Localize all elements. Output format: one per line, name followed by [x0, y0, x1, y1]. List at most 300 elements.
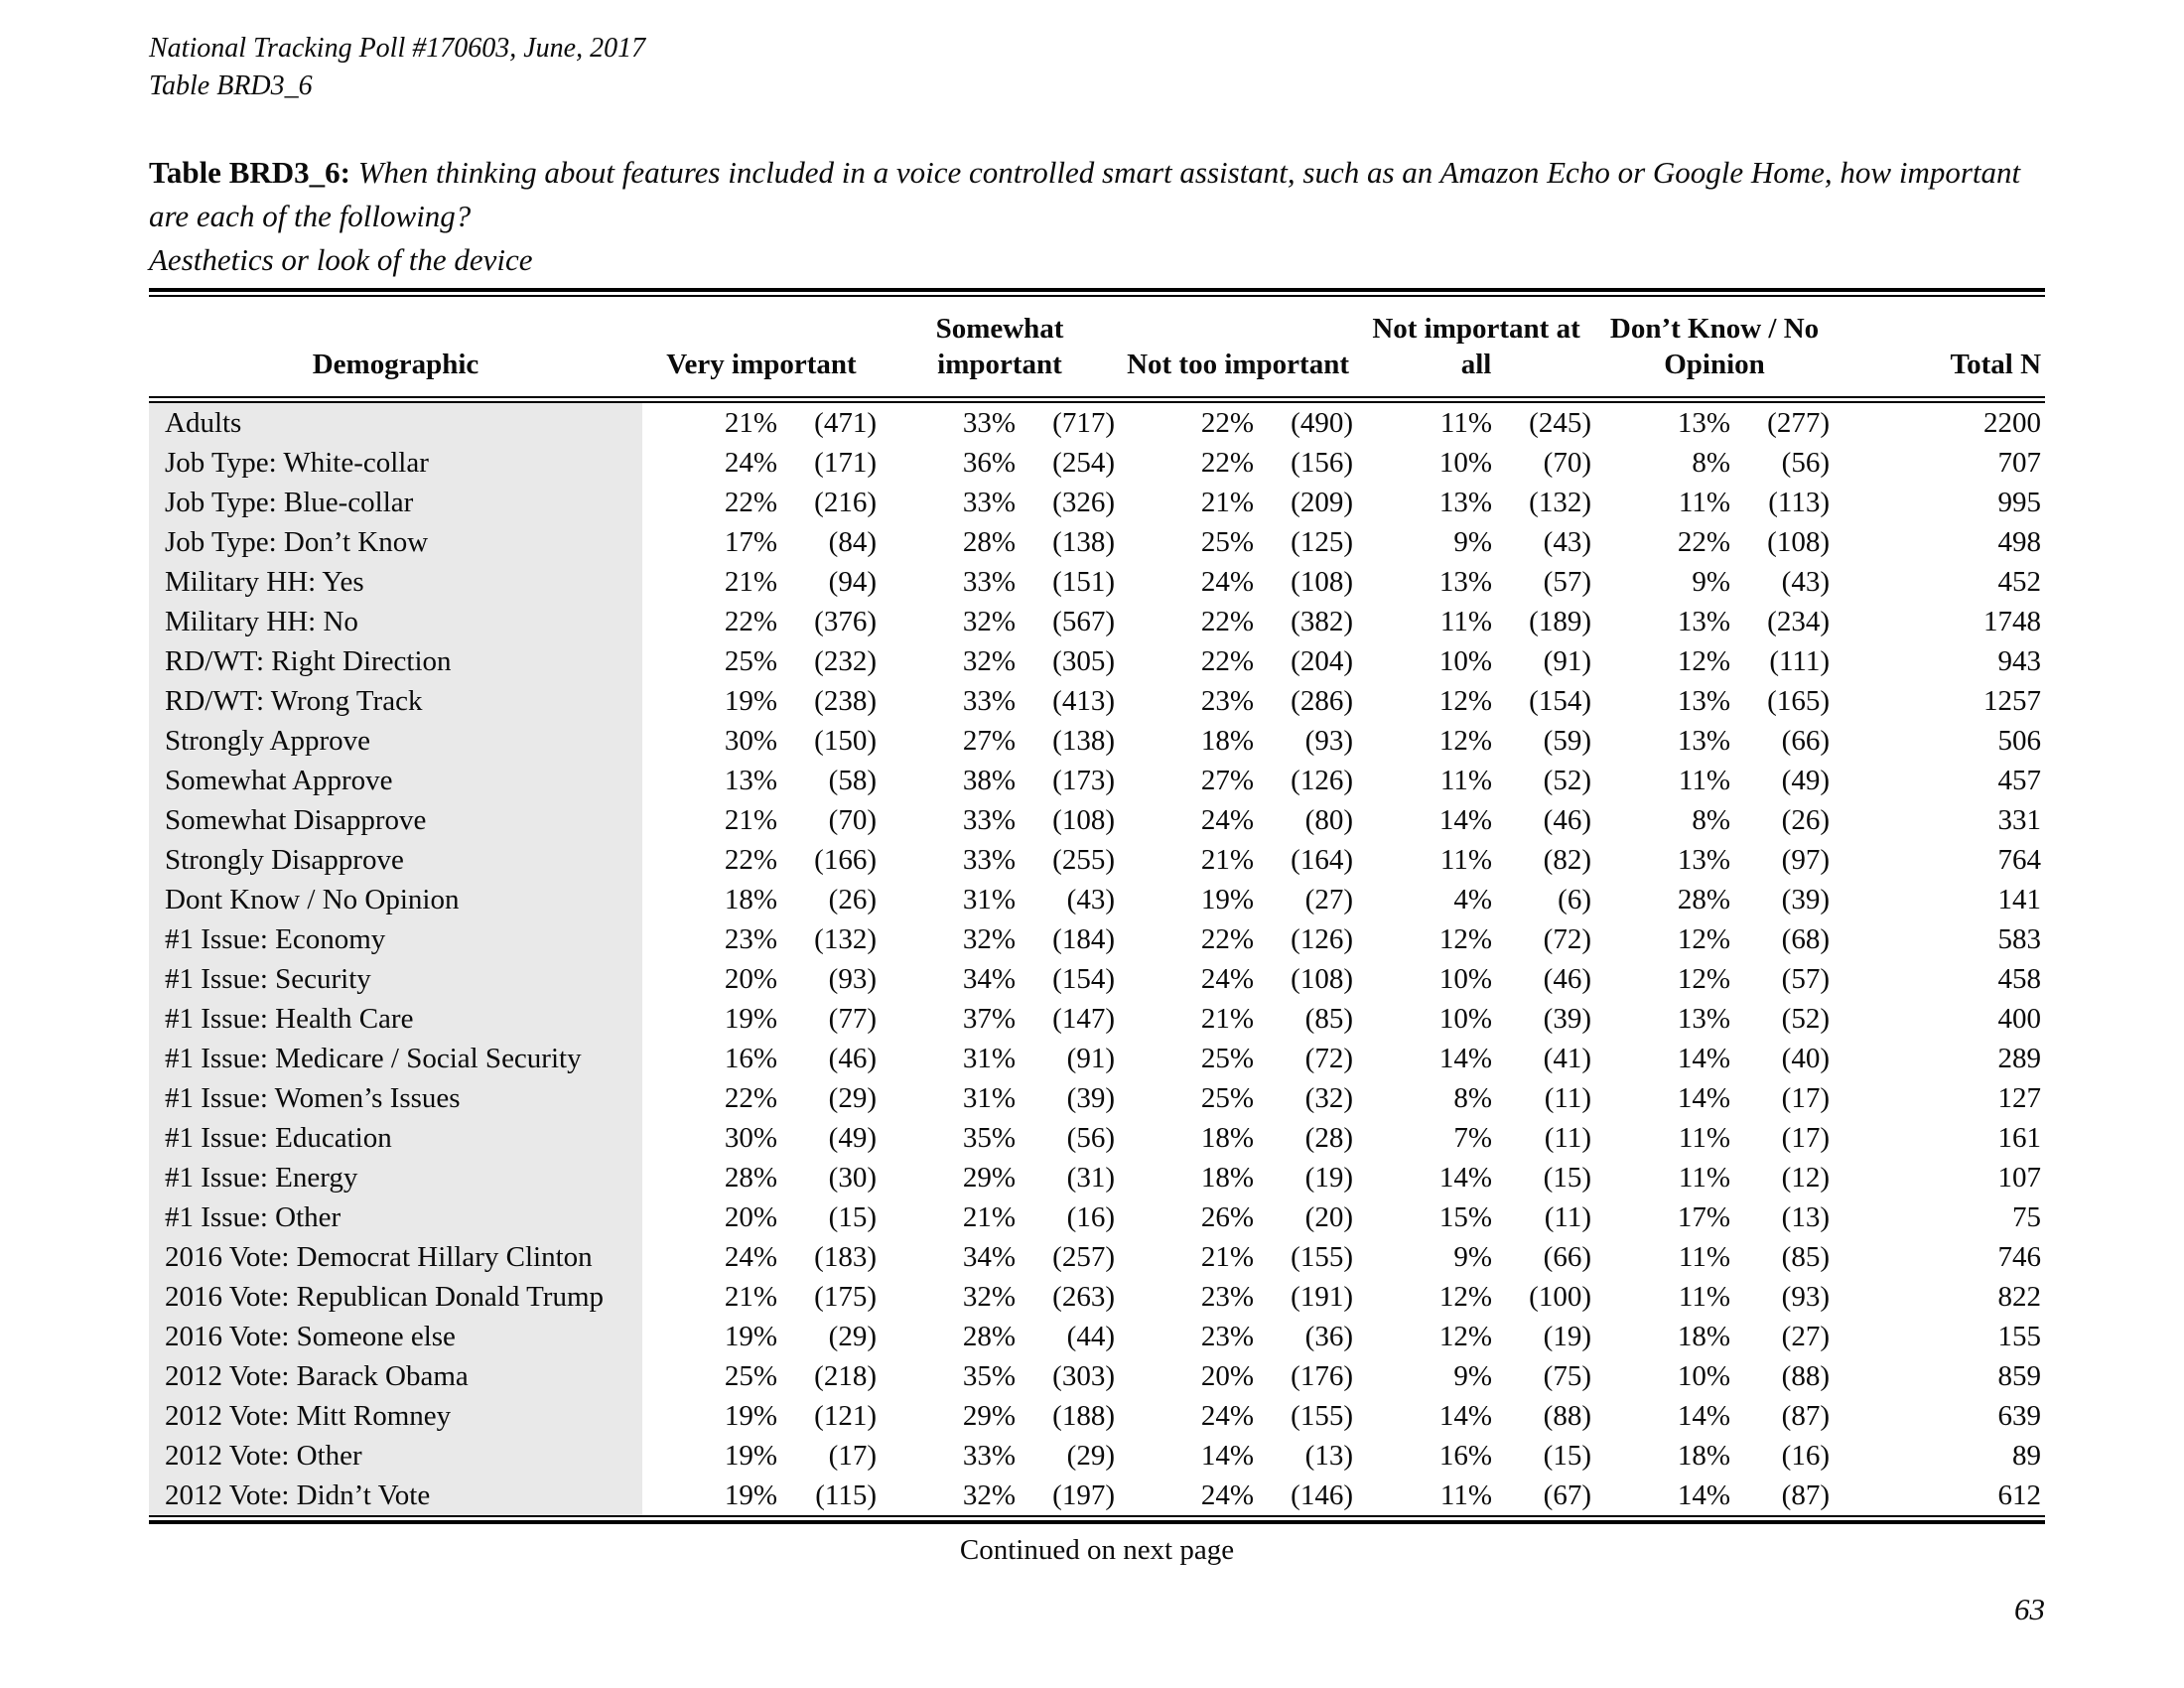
cell-percent: 12%	[1438, 1321, 1492, 1352]
cell-count: (197)	[1052, 1479, 1115, 1511]
cell-count: (147)	[1052, 1003, 1115, 1035]
cell-count: (189)	[1529, 606, 1591, 637]
row-demographic-label: Dont Know / No Opinion	[149, 880, 642, 919]
cell-count: (30)	[828, 1162, 877, 1194]
cell-percent: 21%	[1200, 487, 1254, 518]
cell-count: (20)	[1304, 1201, 1353, 1233]
row-demographic-label: 2016 Vote: Republican Donald Trump	[149, 1277, 642, 1317]
cell-total-n: 2200	[1983, 407, 2041, 439]
cell-count: (303)	[1052, 1360, 1115, 1392]
cell-count: (57)	[1781, 963, 1830, 995]
cell-total-n: 995	[1997, 487, 2041, 518]
cell-count: (29)	[828, 1082, 877, 1114]
table-row	[149, 721, 2045, 761]
page-number: 63	[2014, 1592, 2045, 1626]
cell-percent: 38%	[962, 765, 1016, 796]
cell-percent: 13%	[1677, 725, 1730, 757]
cell-percent: 31%	[962, 884, 1016, 915]
cell-count: (126)	[1291, 765, 1353, 796]
cell-percent: 18%	[1677, 1321, 1730, 1352]
cell-count: (27)	[1781, 1321, 1830, 1352]
cell-percent: 14%	[1438, 1400, 1492, 1432]
cell-percent: 14%	[1677, 1043, 1730, 1074]
cell-percent: 22%	[724, 1082, 777, 1114]
cell-percent: 13%	[1677, 407, 1730, 439]
cell-percent: 24%	[1200, 963, 1254, 995]
cell-count: (15)	[1543, 1440, 1591, 1472]
cell-count: (75)	[1543, 1360, 1591, 1392]
cell-count: (257)	[1052, 1241, 1115, 1273]
table-row	[149, 959, 2045, 999]
cell-count: (49)	[828, 1122, 877, 1154]
cell-count: (57)	[1543, 566, 1591, 598]
cell-percent: 19%	[724, 1440, 777, 1472]
cell-percent: 22%	[1200, 923, 1254, 955]
cell-percent: 25%	[1200, 1082, 1254, 1114]
cell-percent: 20%	[1200, 1360, 1254, 1392]
table-title	[149, 151, 2045, 282]
cell-count: (115)	[815, 1479, 877, 1511]
table-row	[149, 800, 2045, 840]
cell-count: (46)	[1543, 963, 1591, 995]
cell-percent: 8%	[1692, 804, 1730, 836]
header-row	[149, 297, 2045, 396]
cell-percent: 28%	[724, 1162, 777, 1194]
cell-count: (17)	[828, 1440, 877, 1472]
cell-percent: 10%	[1438, 645, 1492, 677]
cell-total-n: 822	[1997, 1281, 2041, 1313]
cell-count: (15)	[1543, 1162, 1591, 1194]
cell-percent: 22%	[724, 844, 777, 876]
cell-percent: 22%	[1200, 645, 1254, 677]
cell-count: (85)	[1781, 1241, 1830, 1273]
table-row	[149, 562, 2045, 602]
cell-count: (46)	[828, 1043, 877, 1074]
cell-percent: 25%	[724, 1360, 777, 1392]
cell-count: (66)	[1781, 725, 1830, 757]
col-header-somewhat-important: Somewhat important	[935, 313, 1064, 380]
row-demographic-label: Adults	[149, 403, 642, 443]
row-demographic-label: Job Type: Blue-collar	[149, 483, 642, 522]
cell-percent: 12%	[1438, 923, 1492, 955]
cell-count: (234)	[1767, 606, 1830, 637]
table-row	[149, 443, 2045, 483]
cell-total-n: 859	[1997, 1360, 2041, 1392]
cell-count: (216)	[814, 487, 877, 518]
cell-total-n: 289	[1997, 1043, 2041, 1074]
cell-count: (97)	[1781, 844, 1830, 876]
cell-percent: 11%	[1678, 1241, 1730, 1273]
cell-percent: 9%	[1453, 1360, 1492, 1392]
cell-count: (175)	[814, 1281, 877, 1313]
cell-percent: 20%	[724, 963, 777, 995]
cell-percent: 23%	[724, 923, 777, 955]
cell-count: (49)	[1781, 765, 1830, 796]
cell-percent: 14%	[1438, 804, 1492, 836]
cell-count: (56)	[1066, 1122, 1115, 1154]
cell-count: (27)	[1304, 884, 1353, 915]
table-row	[149, 602, 2045, 641]
cell-percent: 22%	[1677, 526, 1730, 558]
cell-percent: 33%	[962, 685, 1016, 717]
cell-percent: 14%	[1677, 1400, 1730, 1432]
cell-count: (188)	[1052, 1400, 1115, 1432]
cell-total-n: 746	[1997, 1241, 2041, 1273]
cell-count: (41)	[1543, 1043, 1591, 1074]
row-demographic-label: Strongly Approve	[149, 721, 642, 761]
row-demographic-label: Somewhat Disapprove	[149, 800, 642, 840]
cell-percent: 35%	[962, 1360, 1016, 1392]
cell-percent: 29%	[962, 1162, 1016, 1194]
cell-percent: 13%	[1677, 1003, 1730, 1035]
cell-percent: 33%	[962, 487, 1016, 518]
cell-percent: 14%	[1677, 1479, 1730, 1511]
cell-count: (58)	[828, 765, 877, 796]
cell-percent: 10%	[1438, 1003, 1492, 1035]
cell-count: (132)	[814, 923, 877, 955]
table-row	[149, 840, 2045, 880]
cell-count: (108)	[1052, 804, 1115, 836]
table-row	[149, 1118, 2045, 1158]
cell-count: (80)	[1304, 804, 1353, 836]
cell-percent: 33%	[962, 804, 1016, 836]
cell-count: (52)	[1781, 1003, 1830, 1035]
cell-count: (26)	[828, 884, 877, 915]
cell-count: (87)	[1781, 1479, 1830, 1511]
cell-count: (204)	[1291, 645, 1353, 677]
cell-percent: 30%	[724, 1122, 777, 1154]
cell-percent: 32%	[962, 645, 1016, 677]
cell-count: (413)	[1052, 685, 1115, 717]
cell-percent: 26%	[1200, 1201, 1254, 1233]
cell-count: (56)	[1781, 447, 1830, 479]
cell-count: (155)	[1291, 1241, 1353, 1273]
cell-count: (82)	[1543, 844, 1591, 876]
cell-percent: 19%	[724, 685, 777, 717]
cell-count: (146)	[1291, 1479, 1353, 1511]
cell-percent: 19%	[1200, 884, 1254, 915]
cell-percent: 12%	[1438, 725, 1492, 757]
cell-count: (16)	[1066, 1201, 1115, 1233]
cell-percent: 21%	[724, 407, 777, 439]
row-demographic-label: 2012 Vote: Other	[149, 1436, 642, 1476]
cell-count: (254)	[1052, 447, 1115, 479]
cell-percent: 14%	[1677, 1082, 1730, 1114]
cell-count: (305)	[1052, 645, 1115, 677]
table-row	[149, 1317, 2045, 1356]
cell-count: (13)	[1304, 1440, 1353, 1472]
table-row	[149, 641, 2045, 681]
cell-count: (11)	[1544, 1201, 1591, 1233]
cell-count: (376)	[814, 606, 877, 637]
cell-total-n: 155	[1997, 1321, 2041, 1352]
cell-percent: 30%	[724, 725, 777, 757]
cell-count: (277)	[1767, 407, 1830, 439]
cell-percent: 33%	[962, 407, 1016, 439]
cell-count: (39)	[1066, 1082, 1115, 1114]
cell-percent: 33%	[962, 844, 1016, 876]
cell-percent: 18%	[724, 884, 777, 915]
cell-count: (154)	[1052, 963, 1115, 995]
cell-count: (11)	[1544, 1082, 1591, 1114]
cell-percent: 32%	[962, 1479, 1016, 1511]
cell-total-n: 1257	[1983, 685, 2041, 717]
demographics-table	[149, 403, 2045, 1515]
cell-percent: 34%	[962, 963, 1016, 995]
cell-percent: 16%	[1438, 1440, 1492, 1472]
cell-total-n: 764	[1997, 844, 2041, 876]
row-demographic-label: 2012 Vote: Mitt Romney	[149, 1396, 642, 1436]
cell-percent: 22%	[1200, 407, 1254, 439]
cell-percent: 11%	[1678, 1281, 1730, 1313]
cell-percent: 19%	[724, 1479, 777, 1511]
cell-count: (490)	[1291, 407, 1353, 439]
cell-total-n: 75	[2012, 1201, 2041, 1233]
cell-percent: 22%	[1200, 447, 1254, 479]
cell-count: (151)	[1052, 566, 1115, 598]
cell-count: (88)	[1781, 1360, 1830, 1392]
cell-count: (286)	[1291, 685, 1353, 717]
cell-percent: 32%	[962, 1281, 1016, 1313]
document-header	[149, 0, 2045, 105]
table-subtitle: Aesthetics or look of the device	[149, 242, 533, 277]
poll-id-line: National Tracking Poll #170603, June, 2017	[149, 33, 646, 64]
cell-count: (43)	[1781, 566, 1830, 598]
cell-count: (40)	[1781, 1043, 1830, 1074]
cell-count: (19)	[1543, 1321, 1591, 1352]
cell-count: (93)	[1304, 725, 1353, 757]
row-demographic-label: #1 Issue: Other	[149, 1197, 642, 1237]
cell-count: (29)	[828, 1321, 877, 1352]
row-demographic-label: #1 Issue: Education	[149, 1118, 642, 1158]
cell-percent: 14%	[1200, 1440, 1254, 1472]
cell-count: (100)	[1529, 1281, 1591, 1313]
cell-total-n: 498	[1997, 526, 2041, 558]
table-row	[149, 1356, 2045, 1396]
row-demographic-label: Somewhat Approve	[149, 761, 642, 800]
cell-count: (176)	[1291, 1360, 1353, 1392]
cell-percent: 16%	[724, 1043, 777, 1074]
cell-percent: 13%	[724, 765, 777, 796]
row-demographic-label: 2016 Vote: Democrat Hillary Clinton	[149, 1237, 642, 1277]
cell-count: (218)	[814, 1360, 877, 1392]
table-row	[149, 681, 2045, 721]
cell-count: (121)	[814, 1400, 877, 1432]
cell-count: (108)	[1767, 526, 1830, 558]
cell-percent: 11%	[1439, 1479, 1492, 1511]
row-demographic-label: 2016 Vote: Someone else	[149, 1317, 642, 1356]
cell-count: (209)	[1291, 487, 1353, 518]
cell-count: (84)	[828, 526, 877, 558]
col-header-very-important: Very important	[666, 349, 857, 380]
cell-count: (36)	[1304, 1321, 1353, 1352]
cell-percent: 10%	[1438, 447, 1492, 479]
cell-percent: 9%	[1453, 1241, 1492, 1273]
cell-count: (171)	[814, 447, 877, 479]
cell-count: (52)	[1543, 765, 1591, 796]
cell-count: (28)	[1304, 1122, 1353, 1154]
cell-percent: 10%	[1677, 1360, 1730, 1392]
cell-percent: 13%	[1677, 844, 1730, 876]
cell-count: (72)	[1304, 1043, 1353, 1074]
cell-count: (156)	[1291, 447, 1353, 479]
cell-count: (43)	[1543, 526, 1591, 558]
header-divider-rule	[149, 396, 2045, 403]
col-header-not-too-important: Not too important	[1127, 349, 1349, 380]
table-row	[149, 999, 2045, 1039]
cell-count: (238)	[814, 685, 877, 717]
row-demographic-label: #1 Issue: Medicare / Social Security	[149, 1039, 642, 1078]
cell-total-n: 89	[2012, 1440, 2041, 1472]
cell-percent: 23%	[1200, 1281, 1254, 1313]
cell-total-n: 127	[1997, 1082, 2041, 1114]
cell-count: (111)	[1769, 645, 1830, 677]
table-top-rule	[149, 288, 2045, 297]
cell-count: (382)	[1291, 606, 1353, 637]
cell-total-n: 400	[1997, 1003, 2041, 1035]
cell-count: (173)	[1052, 765, 1115, 796]
cell-percent: 11%	[1678, 487, 1730, 518]
cell-percent: 14%	[1438, 1043, 1492, 1074]
row-demographic-label: RD/WT: Right Direction	[149, 641, 642, 681]
cell-percent: 13%	[1438, 566, 1492, 598]
cell-percent: 12%	[1438, 1281, 1492, 1313]
cell-percent: 15%	[1438, 1201, 1492, 1233]
cell-count: (154)	[1529, 685, 1591, 717]
cell-percent: 33%	[962, 1440, 1016, 1472]
cell-percent: 21%	[724, 566, 777, 598]
cell-count: (15)	[828, 1201, 877, 1233]
cell-count: (29)	[1066, 1440, 1115, 1472]
cell-count: (567)	[1052, 606, 1115, 637]
table-row	[149, 1396, 2045, 1436]
cell-count: (165)	[1767, 685, 1830, 717]
cell-count: (191)	[1291, 1281, 1353, 1313]
row-demographic-label: #1 Issue: Economy	[149, 919, 642, 959]
cell-count: (17)	[1781, 1122, 1830, 1154]
cell-percent: 13%	[1677, 685, 1730, 717]
cell-count: (150)	[814, 725, 877, 757]
cell-percent: 13%	[1438, 487, 1492, 518]
cell-count: (138)	[1052, 526, 1115, 558]
table-row	[149, 1158, 2045, 1197]
cell-count: (91)	[1543, 645, 1591, 677]
cell-percent: 35%	[962, 1122, 1016, 1154]
cell-total-n: 161	[1997, 1122, 2041, 1154]
table-row	[149, 880, 2045, 919]
cell-percent: 31%	[962, 1043, 1016, 1074]
cell-count: (132)	[1529, 487, 1591, 518]
cell-percent: 28%	[962, 1321, 1016, 1352]
table-bottom-rule	[149, 1515, 2045, 1524]
cell-percent: 21%	[1200, 1241, 1254, 1273]
cell-total-n: 707	[1997, 447, 2041, 479]
table-id-line: Table BRD3_6	[149, 70, 313, 101]
cell-percent: 22%	[724, 606, 777, 637]
cell-count: (19)	[1304, 1162, 1353, 1194]
cell-percent: 11%	[1439, 844, 1492, 876]
cell-percent: 17%	[1677, 1201, 1730, 1233]
table-row	[149, 1237, 2045, 1277]
table-title-question: When thinking about features included in a voice controlled smart assistant, such as an Amazon Echo or Google Home, how important are each of the following?	[149, 155, 2021, 233]
cell-count: (6)	[1558, 884, 1591, 915]
cell-percent: 24%	[724, 1241, 777, 1273]
cell-percent: 22%	[724, 487, 777, 518]
table-row	[149, 522, 2045, 562]
cell-count: (108)	[1291, 566, 1353, 598]
cell-total-n: 639	[1997, 1400, 2041, 1432]
cell-count: (471)	[814, 407, 877, 439]
cell-percent: 27%	[962, 725, 1016, 757]
cell-count: (232)	[814, 645, 877, 677]
cell-count: (125)	[1291, 526, 1353, 558]
cell-percent: 11%	[1439, 765, 1492, 796]
row-demographic-label: #1 Issue: Health Care	[149, 999, 642, 1039]
cell-percent: 8%	[1453, 1082, 1492, 1114]
cell-count: (255)	[1052, 844, 1115, 876]
cell-count: (12)	[1781, 1162, 1830, 1194]
cell-count: (717)	[1052, 407, 1115, 439]
table-row	[149, 1078, 2045, 1118]
table-row	[149, 1277, 2045, 1317]
cell-percent: 32%	[962, 923, 1016, 955]
cell-total-n: 141	[1997, 884, 2041, 915]
cell-percent: 34%	[962, 1241, 1016, 1273]
cell-percent: 17%	[724, 526, 777, 558]
row-demographic-label: Job Type: Don’t Know	[149, 522, 642, 562]
cell-count: (138)	[1052, 725, 1115, 757]
row-demographic-label: Job Type: White-collar	[149, 443, 642, 483]
cell-count: (94)	[828, 566, 877, 598]
cell-count: (88)	[1543, 1400, 1591, 1432]
cell-percent: 19%	[724, 1400, 777, 1432]
cell-percent: 24%	[1200, 804, 1254, 836]
cell-percent: 11%	[1678, 765, 1730, 796]
row-demographic-label: RD/WT: Wrong Track	[149, 681, 642, 721]
cell-percent: 12%	[1677, 923, 1730, 955]
cell-percent: 28%	[962, 526, 1016, 558]
cell-count: (11)	[1544, 1122, 1591, 1154]
table-row	[149, 1197, 2045, 1237]
cell-total-n: 506	[1997, 725, 2041, 757]
cell-percent: 21%	[724, 804, 777, 836]
cell-percent: 24%	[1200, 1479, 1254, 1511]
cell-percent: 21%	[1200, 1003, 1254, 1035]
cell-count: (59)	[1543, 725, 1591, 757]
cell-count: (68)	[1781, 923, 1830, 955]
cell-total-n: 331	[1997, 804, 2041, 836]
row-demographic-label: #1 Issue: Energy	[149, 1158, 642, 1197]
cell-count: (44)	[1066, 1321, 1115, 1352]
cell-count: (32)	[1304, 1082, 1353, 1114]
cell-count: (67)	[1543, 1479, 1591, 1511]
cell-percent: 18%	[1677, 1440, 1730, 1472]
cell-percent: 8%	[1692, 447, 1730, 479]
cell-percent: 24%	[1200, 566, 1254, 598]
cell-percent: 22%	[1200, 606, 1254, 637]
cell-percent: 12%	[1677, 963, 1730, 995]
table-row	[149, 919, 2045, 959]
cell-percent: 25%	[1200, 1043, 1254, 1074]
cell-percent: 29%	[962, 1400, 1016, 1432]
cell-count: (87)	[1781, 1400, 1830, 1432]
cell-percent: 12%	[1677, 645, 1730, 677]
cell-count: (70)	[828, 804, 877, 836]
cell-count: (66)	[1543, 1241, 1591, 1273]
row-demographic-label: 2012 Vote: Didn’t Vote	[149, 1476, 642, 1515]
cell-total-n: 458	[1997, 963, 2041, 995]
cell-percent: 11%	[1678, 1122, 1730, 1154]
